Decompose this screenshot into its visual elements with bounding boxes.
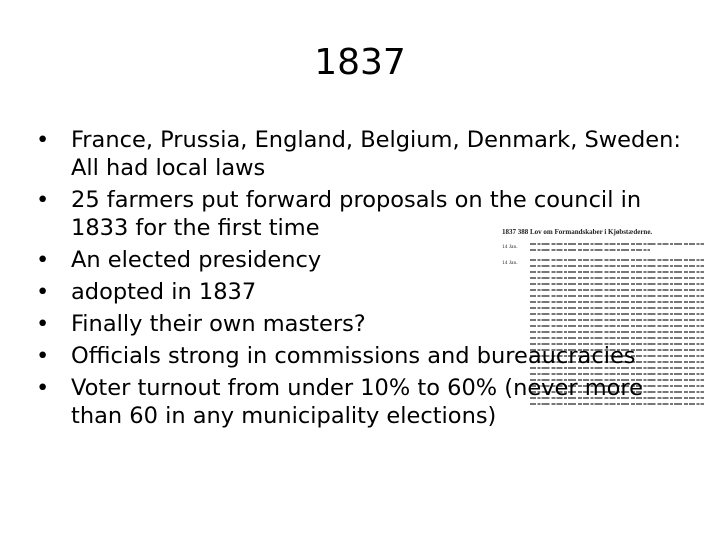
bullet-item: • adopted in 1837: [36, 278, 686, 306]
bullet-item: • 25 farmers put forward proposals on the council in 1833 for the first time: [36, 186, 686, 242]
bullet-item: • Officials strong in commissions and bureaucracies: [36, 342, 686, 370]
scan-date-1: 14 Jan.: [502, 244, 518, 250]
scan-date-2: 14 Jan.: [502, 260, 518, 266]
scan-header: 1837 388 Lov om Formandskaber i Kjøbstæderne.: [502, 228, 653, 236]
slide-title: 1837: [314, 42, 406, 83]
bullet-item: • France, Prussia, England, Belgium, Denmark, Sweden: All had local laws: [36, 126, 686, 182]
bullet-item: • Finally their own masters?: [36, 310, 686, 338]
bullet-list: [36, 126, 686, 434]
bullet-item: • An elected presidency: [36, 246, 686, 274]
bullet-item: • Voter turnout from under 10% to 60% (never more than 60 in any municipality elections): [36, 374, 686, 430]
